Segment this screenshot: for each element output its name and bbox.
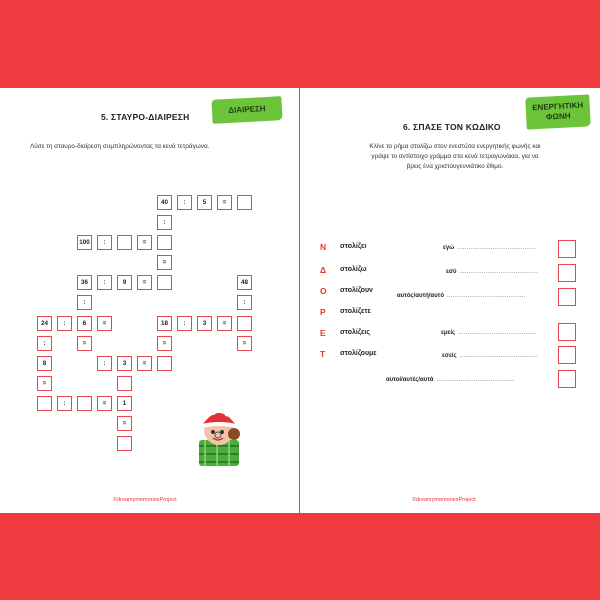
pronoun-row xyxy=(397,293,525,299)
grid-cell: : xyxy=(77,295,92,310)
grid-cell: = xyxy=(37,376,52,391)
grid-cell: 5 xyxy=(197,195,212,210)
instruction-line: βρεις ένα χριστουγεννιάτικο έθιμο. xyxy=(406,163,504,170)
grid-blank-cell[interactable] xyxy=(37,396,52,411)
grid-cell: : xyxy=(57,316,72,331)
right-worksheet-page xyxy=(300,88,600,513)
answer-box[interactable] xyxy=(558,370,576,388)
grid-cell: 40 xyxy=(157,195,172,210)
grid-cell: = xyxy=(77,336,92,351)
pronoun: αυτός/αυτή/αυτό xyxy=(397,293,445,299)
grid-cell: = xyxy=(237,336,252,351)
grid-cell: 6 xyxy=(77,316,92,331)
grid-cell: : xyxy=(177,195,192,210)
pronoun-row xyxy=(386,377,515,383)
grid-blank-cell[interactable] xyxy=(117,376,132,391)
pronoun: εσύ xyxy=(446,269,457,275)
grid-cell: = xyxy=(217,195,232,210)
grid-cell: 18 xyxy=(157,316,172,331)
grid-cell: = xyxy=(97,316,112,331)
answer-box[interactable] xyxy=(558,346,576,364)
grid-blank-cell[interactable] xyxy=(237,316,252,331)
verb-form: στολίζουν xyxy=(340,287,373,294)
grid-cell: 1 xyxy=(117,396,132,411)
pronoun: εσείς xyxy=(442,353,457,359)
code-letter: Ο xyxy=(320,286,327,296)
pronoun-row xyxy=(446,269,538,275)
pronoun-row xyxy=(443,245,536,251)
grid-cell: : xyxy=(97,275,112,290)
grid-cell: 3 xyxy=(197,316,212,331)
code-letter: Ρ xyxy=(320,307,326,317)
pronoun-row xyxy=(442,353,538,359)
grid-cell: = xyxy=(97,396,112,411)
grid-cell: = xyxy=(137,356,152,371)
code-letter: Τ xyxy=(320,349,326,359)
answer-box[interactable] xyxy=(558,323,576,341)
grid-cell: : xyxy=(177,316,192,331)
grid-blank-cell[interactable] xyxy=(157,235,172,250)
verb-form: στολίζουμε xyxy=(340,350,377,357)
copyright-footer: ©dreamymemoriesProject xyxy=(113,497,177,503)
code-letter: Δ xyxy=(320,265,327,275)
grid-cell: = xyxy=(137,235,152,250)
pronoun-row xyxy=(441,330,537,336)
code-letter: Ν xyxy=(320,242,327,252)
instruction-line: Κλίνε το ρήμα στολίζω στον ενεστώτα ενεργητικής φωνής και xyxy=(369,143,541,150)
grid-cell: 9 xyxy=(117,275,132,290)
grid-cell: 8 xyxy=(37,356,52,371)
bottom-red-band xyxy=(0,513,600,600)
top-red-band xyxy=(0,0,600,88)
instruction-line: γράψε το αντίστοιχο γράμμα στα κενά τετραγωνάκια, για να xyxy=(371,153,539,160)
answer-dots: .......................................... xyxy=(436,377,515,383)
grid-cell: 36 xyxy=(77,275,92,290)
answer-box[interactable] xyxy=(558,288,576,306)
code-letter: Ε xyxy=(320,328,326,338)
left-worksheet-page xyxy=(0,88,300,513)
grid-cell: : xyxy=(157,215,172,230)
grid-cell: = xyxy=(137,275,152,290)
page-title: 6. ΣΠΑΣΕ ΤΟΝ ΚΩΔΙΚΟ xyxy=(403,122,501,132)
grid-cell: = xyxy=(217,316,232,331)
answer-dots: .......................................... xyxy=(459,269,538,275)
grid-cell: : xyxy=(57,396,72,411)
page-title: 5. ΣΤΑΥΡΟ-ΔΙΑΙΡΕΣΗ xyxy=(101,112,190,122)
active-voice-tag: ΕΝΕΡΓΗΤΙΚΗ ΦΩΝΗ xyxy=(525,94,591,129)
verb-form: στολίζεις xyxy=(340,329,370,336)
grid-cell: : xyxy=(97,235,112,250)
grid-cell: 48 xyxy=(237,275,252,290)
grid-cell: : xyxy=(237,295,252,310)
grid-cell: = xyxy=(157,336,172,351)
grid-cell: : xyxy=(97,356,112,371)
answer-dots: .......................................... xyxy=(458,330,537,336)
copyright-footer: ©dreamymemoriesProject xyxy=(412,497,476,503)
verb-form: στολίζω xyxy=(340,266,367,273)
grid-cell: 3 xyxy=(117,356,132,371)
answer-dots: .......................................... xyxy=(447,293,526,299)
verb-form: στολίζετε xyxy=(340,308,371,315)
grid-blank-cell[interactable] xyxy=(237,195,252,210)
answer-dots: .......................................... xyxy=(459,353,539,359)
grid-blank-cell[interactable] xyxy=(157,356,172,371)
grid-blank-cell[interactable] xyxy=(117,235,132,250)
grid-blank-cell[interactable] xyxy=(77,396,92,411)
grid-blank-cell[interactable] xyxy=(157,275,172,290)
division-tag: ΔΙΑΙΡΕΣΗ xyxy=(211,96,282,124)
pronoun: εμείς xyxy=(441,330,456,336)
answer-dots: .......................................... xyxy=(457,245,536,251)
grid-cell: = xyxy=(117,416,132,431)
christmas-elf-illustration xyxy=(189,400,249,468)
instructions: Λύσε τη σταυρο-διαίρεση συμπληρώνοντας τα κενά τετράγωνα. xyxy=(30,143,210,150)
pronoun: εγώ xyxy=(443,245,455,251)
grid-cell: : xyxy=(37,336,52,351)
grid-cell: 24 xyxy=(37,316,52,331)
answer-box[interactable] xyxy=(558,264,576,282)
grid-cell: = xyxy=(157,255,172,270)
grid-cell: 100 xyxy=(77,235,92,250)
answer-box[interactable] xyxy=(558,240,576,258)
pronoun: αυτοί/αυτές/αυτά xyxy=(386,377,434,383)
grid-blank-cell[interactable] xyxy=(117,436,132,451)
verb-form: στολίζει xyxy=(340,243,367,250)
